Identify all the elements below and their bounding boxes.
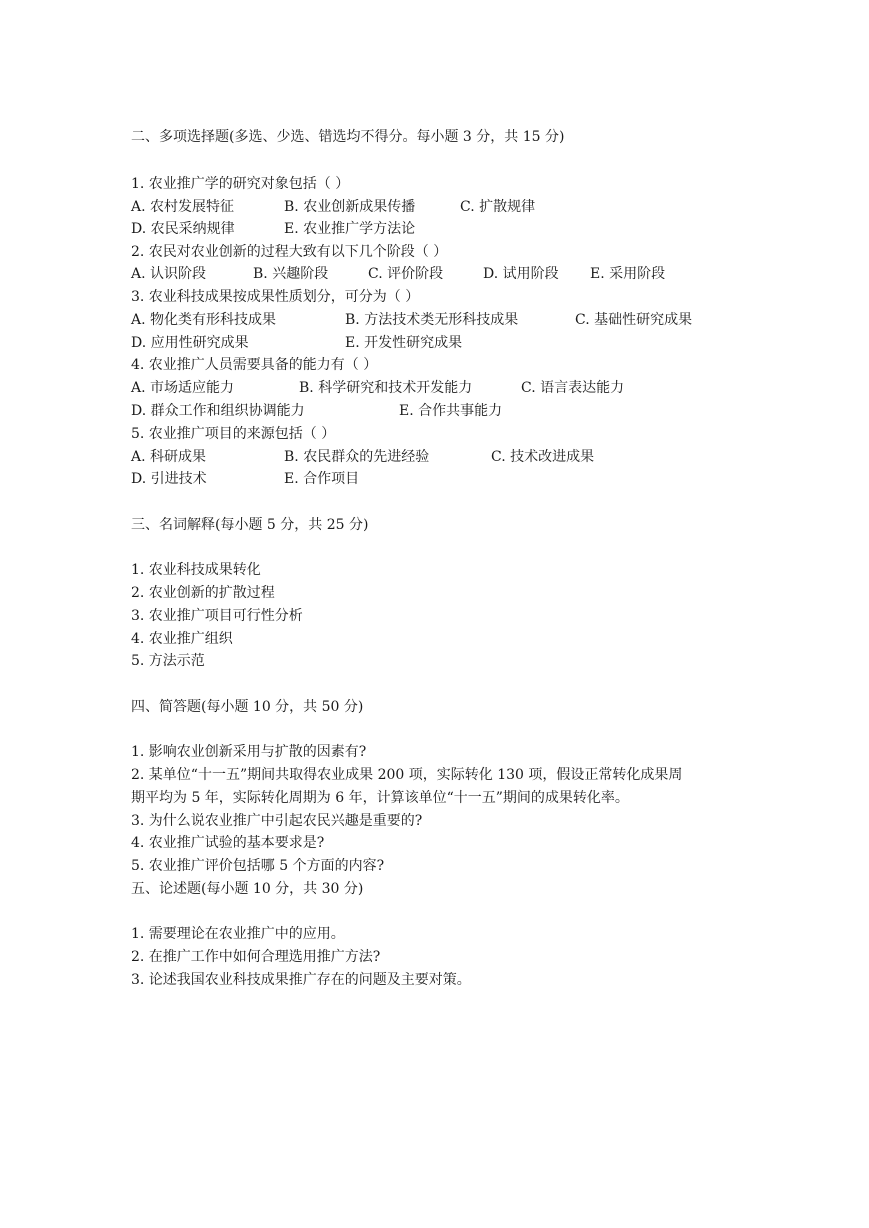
q2-option-e: E. 采用阶段 <box>590 266 666 282</box>
q4-option-d: D. 群众工作和组织协调能力 <box>131 403 305 419</box>
list-item: 1. 需要理论在农业推广中的应用。 <box>131 926 345 942</box>
q3-option-a: A. 物化类有形科技成果 <box>131 312 277 328</box>
list-item: 3. 为什么说农业推广中引起农民兴趣是重要的? <box>131 813 423 829</box>
question-2-stem: 2. 农民对农业创新的过程大致有以下几个阶段（ ） <box>131 244 448 260</box>
q5-option-c: C. 技术改进成果 <box>491 449 595 465</box>
list-item: 2. 某单位“十一五”期间共取得农业成果 200 项，实际转化 130 项，假设正常转化成果周 <box>131 767 683 783</box>
list-item: 4. 农业推广组织 <box>131 631 233 647</box>
list-item: 5. 方法示范 <box>131 653 205 669</box>
q2-option-c: C. 评价阶段 <box>368 266 444 282</box>
list-item: 4. 农业推广试验的基本要求是? <box>131 835 325 851</box>
q4-option-e: E. 合作共事能力 <box>399 403 503 419</box>
list-item-continuation: 期平均为 5 年，实际转化周期为 6 年，计算该单位“十一五”期间的成果转化率。 <box>131 790 629 806</box>
q5-option-b: B. 农民群众的先进经验 <box>284 449 430 465</box>
q5-option-e: E. 合作项目 <box>284 471 360 487</box>
q4-option-a: A. 市场适应能力 <box>131 380 235 396</box>
q3-option-e: E. 开发性研究成果 <box>345 335 463 351</box>
section-heading-multiple-choice: 二、多项选择题(多选、少选、错选均不得分。每小题 3 分，共 15 分) <box>131 129 565 145</box>
section-heading-short-answer: 四、简答题(每小题 10 分，共 50 分) <box>131 699 364 715</box>
list-item: 1. 影响农业创新采用与扩散的因素有? <box>131 744 367 760</box>
question-3-stem: 3. 农业科技成果按成果性质划分，可分为（ ） <box>131 289 420 305</box>
q2-option-b: B. 兴趣阶段 <box>253 266 329 282</box>
list-item: 3. 论述我国农业科技成果推广存在的问题及主要对策。 <box>131 972 471 988</box>
q4-option-c: C. 语言表达能力 <box>521 380 625 396</box>
list-item: 2. 在推广工作中如何合理选用推广方法? <box>131 949 381 965</box>
q2-option-d: D. 试用阶段 <box>483 266 559 282</box>
q1-option-e: E. 农业推广学方法论 <box>284 221 416 237</box>
question-5-stem: 5. 农业推广项目的来源包括（ ） <box>131 426 336 442</box>
section-heading-essay: 五、论述题(每小题 10 分，共 30 分) <box>131 881 364 897</box>
q3-option-c: C. 基础性研究成果 <box>575 312 693 328</box>
q1-option-c: C. 扩散规律 <box>460 199 536 215</box>
q1-option-b: B. 农业创新成果传播 <box>284 199 416 215</box>
question-1-stem: 1. 农业推广学的研究对象包括（ ） <box>131 176 350 192</box>
section-heading-term-definitions: 三、名词解释(每小题 5 分，共 25 分) <box>131 517 369 533</box>
q3-option-b: B. 方法技术类无形科技成果 <box>345 312 519 328</box>
list-item: 2. 农业创新的扩散过程 <box>131 585 275 601</box>
q5-option-a: A. 科研成果 <box>131 449 207 465</box>
list-item: 1. 农业科技成果转化 <box>131 562 261 578</box>
list-item: 5. 农业推广评价包括哪 5 个方面的内容? <box>131 858 385 874</box>
q1-option-a: A. 农村发展特征 <box>131 199 235 215</box>
question-4-stem: 4. 农业推广人员需要具备的能力有（ ） <box>131 357 378 373</box>
q1-option-d: D. 农民采纳规律 <box>131 221 235 237</box>
list-item: 3. 农业推广项目可行性分析 <box>131 608 303 624</box>
q4-option-b: B. 科学研究和技术开发能力 <box>299 380 473 396</box>
q5-option-d: D. 引进技术 <box>131 471 207 487</box>
q3-option-d: D. 应用性研究成果 <box>131 335 249 351</box>
q2-option-a: A. 认识阶段 <box>131 266 207 282</box>
